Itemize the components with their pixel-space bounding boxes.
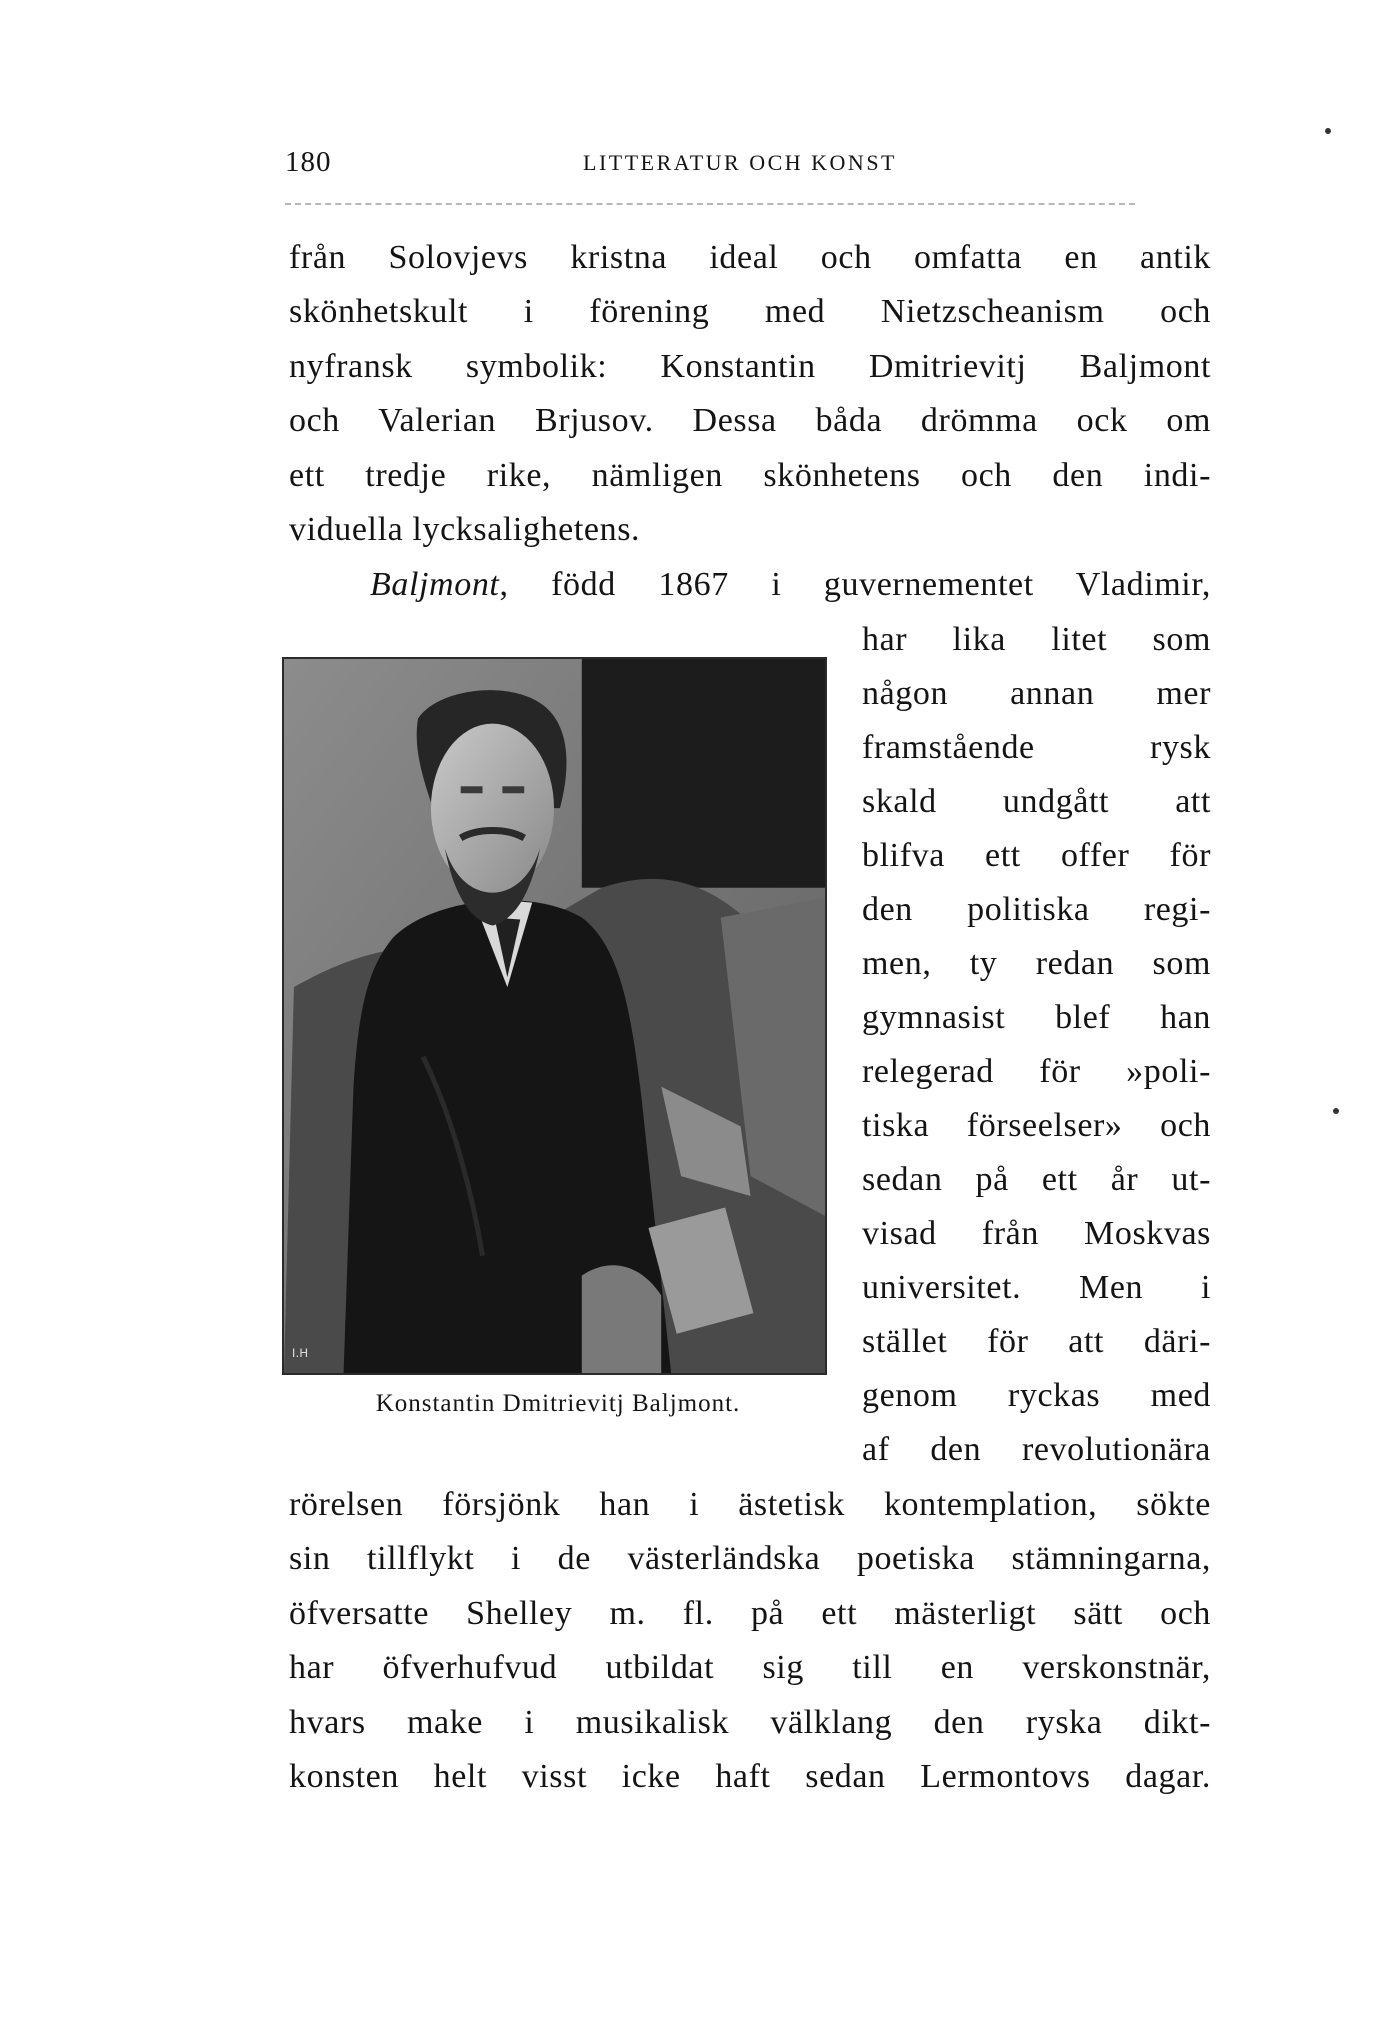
text-line: skald undgått att	[862, 783, 1211, 820]
text-line: sin tillflykt i de västerländska poetiska stämningarna,	[289, 1540, 1211, 1577]
text-line: ett tredje rike, nämligen skönhetens och den indi-	[289, 457, 1211, 494]
photo-monogram: I.H	[291, 1346, 309, 1361]
text-line: relegerad för »poli-	[862, 1053, 1211, 1090]
text-line: sedan på ett år ut-	[862, 1161, 1211, 1198]
text-line: har öfverhufvud utbildat sig till en verskonstnär,	[289, 1649, 1211, 1686]
text-line: öfversatte Shelley m. fl. på ett mästerligt sätt och	[289, 1595, 1211, 1632]
scan-speck	[1325, 128, 1331, 134]
text-line: från Solovjevs kristna ideal och omfatta en antik	[289, 239, 1211, 276]
text-line: nyfransk symbolik: Konstantin Dmitrievitj Baljmont	[289, 348, 1211, 385]
text-line: men, ty redan som	[862, 945, 1211, 982]
text-line-rest: , född 1867 i guvernementet Vladimir,	[499, 566, 1211, 603]
text-line: tiska förseelser» och	[862, 1107, 1211, 1144]
text-line: gymnasist blef han	[862, 999, 1211, 1036]
figure-caption: Konstantin Dmitrievitj Baljmont.	[375, 1390, 741, 1417]
text-line	[370, 565, 1211, 605]
text-line: af den revolutionära	[862, 1431, 1211, 1468]
text-line: visad från Moskvas	[862, 1215, 1211, 1252]
text-line: och Valerian Brjusov. Dessa båda drömma ock om	[289, 402, 1211, 439]
text-line: framstående rysk	[862, 729, 1211, 766]
header-rule	[285, 203, 1135, 205]
text-line: universitet. Men i	[862, 1269, 1211, 1306]
running-title: LITTERATUR OCH KONST	[583, 150, 897, 175]
portrait-photo	[282, 657, 827, 1375]
portrait-illustration	[284, 659, 825, 1373]
text-line: den politiska regi-	[862, 891, 1211, 928]
text-line: stället för att däri-	[862, 1323, 1211, 1360]
text-line: blifva ett offer för	[862, 837, 1211, 874]
text-line: någon annan mer	[862, 675, 1211, 712]
text-line: hvars make i musikalisk välklang den ryska dikt-	[289, 1704, 1211, 1741]
text-line: viduella lycksalighetens.	[289, 511, 641, 548]
scan-speck	[1333, 1108, 1339, 1114]
text-line: skönhetskult i förening med Nietzscheanism och	[289, 293, 1211, 330]
page-header	[285, 146, 1220, 186]
italic-name: Baljmont	[370, 566, 500, 603]
text-line: genom ryckas med	[862, 1377, 1211, 1414]
page-number: 180	[285, 146, 332, 178]
text-line: konsten helt visst icke haft sedan Lermontovs dagar.	[289, 1758, 1211, 1795]
text-line: rörelsen försjönk han i ästetisk kontemplation, sökte	[289, 1486, 1211, 1523]
text-line: har lika litet som	[862, 621, 1211, 658]
